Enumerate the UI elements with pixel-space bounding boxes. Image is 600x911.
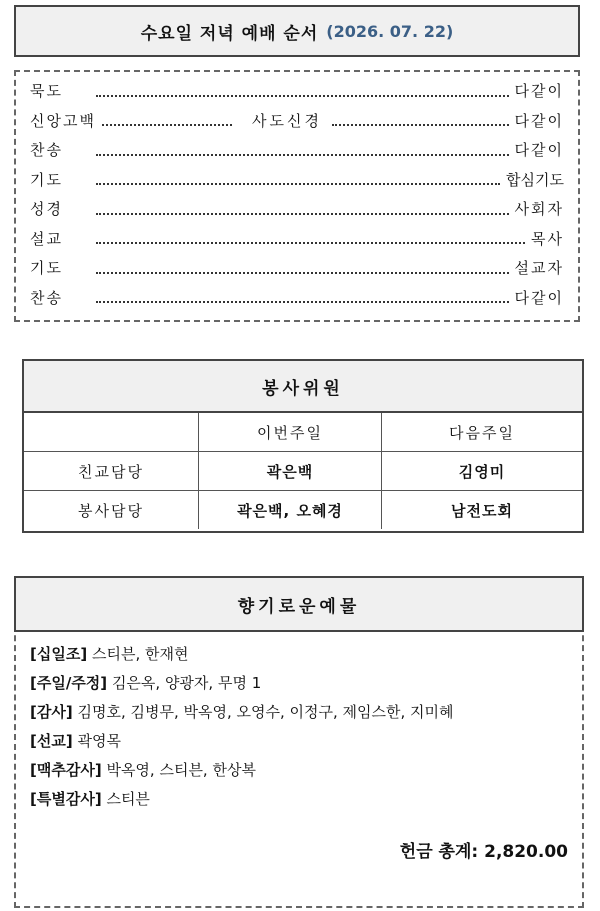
order-label: 기도 bbox=[30, 170, 63, 189]
table-row bbox=[24, 452, 582, 491]
order-value: 다같이 bbox=[514, 111, 564, 130]
order-label: 기도 bbox=[30, 259, 63, 278]
service-date: (2026. 07. 22) bbox=[326, 21, 454, 41]
order-label: 신앙고백 bbox=[30, 111, 96, 130]
table-header-row bbox=[24, 413, 582, 452]
order-label: 찬송 bbox=[30, 288, 63, 307]
next-week-cell: 김영미 bbox=[382, 452, 583, 491]
order-value: 목사 bbox=[531, 229, 564, 248]
leader-dots bbox=[96, 95, 509, 97]
offerings-list bbox=[16, 632, 582, 814]
order-value: 다같이 bbox=[514, 82, 564, 101]
offering-line bbox=[30, 785, 568, 814]
worship-order bbox=[14, 70, 580, 322]
leader-dots bbox=[96, 242, 525, 244]
column-header-blank bbox=[24, 413, 199, 452]
this-week-cell: 곽은백 bbox=[199, 452, 382, 491]
leader-dots bbox=[102, 124, 232, 126]
leader-dots bbox=[96, 213, 509, 215]
leader-dots bbox=[96, 183, 500, 185]
offering-category: [특별감사] bbox=[30, 790, 102, 808]
role-cell: 봉사담당 bbox=[24, 491, 199, 530]
order-label: 성경 bbox=[30, 200, 63, 219]
column-header-next-week: 다음주일 bbox=[382, 413, 583, 452]
table-row bbox=[24, 491, 582, 530]
page-title: 수요일 저녁 예배 순서 bbox=[140, 23, 319, 44]
leader-dots bbox=[332, 124, 509, 126]
offering-line bbox=[30, 640, 568, 669]
offering-names: 김명호, 김병무, 박옥영, 오영수, 이정구, 제임스한, 지미혜 bbox=[77, 703, 454, 721]
order-value: 다같이 bbox=[514, 288, 564, 307]
order-middle: 사도신경 bbox=[251, 111, 322, 130]
volunteers-table bbox=[24, 413, 582, 529]
offerings-title: 향기로운예물 bbox=[14, 576, 584, 632]
offering-line bbox=[30, 727, 568, 756]
order-row bbox=[30, 76, 564, 106]
offering-line bbox=[30, 669, 568, 698]
order-label: 설교 bbox=[30, 229, 63, 248]
order-row bbox=[30, 135, 564, 165]
offering-category: [십일조] bbox=[30, 645, 88, 663]
order-row bbox=[30, 165, 564, 195]
order-value: 사회자 bbox=[514, 200, 564, 219]
next-week-cell: 남전도회 bbox=[451, 501, 513, 520]
order-row bbox=[30, 253, 564, 283]
order-label: 찬송 bbox=[30, 141, 63, 160]
order-row bbox=[30, 106, 564, 136]
total-label: 헌금 총계: bbox=[399, 842, 479, 862]
column-header-this-week: 이번주일 bbox=[199, 413, 382, 452]
offering-category: [주일/주정] bbox=[30, 674, 108, 692]
order-value: 다같이 bbox=[514, 141, 564, 160]
order-row bbox=[30, 224, 564, 254]
this-week-cell: 곽은백, 오혜경 bbox=[199, 491, 382, 530]
order-row bbox=[30, 194, 564, 224]
leader-dots bbox=[96, 154, 509, 156]
offerings-section bbox=[14, 576, 584, 908]
total-value: 2,820.00 bbox=[484, 842, 568, 862]
offering-category: [선교] bbox=[30, 732, 73, 750]
order-value: 설교자 bbox=[514, 259, 564, 278]
offering-category: [맥추감사] bbox=[30, 761, 102, 779]
leader-dots bbox=[96, 301, 509, 303]
leader-dots bbox=[96, 272, 509, 274]
offering-names: 스티븐, 한재현 bbox=[91, 645, 189, 663]
title-box bbox=[14, 5, 580, 57]
volunteers-title: 봉사위원 bbox=[24, 361, 582, 413]
role-cell: 친교담당 bbox=[24, 452, 199, 491]
offering-line bbox=[30, 756, 568, 785]
offering-names: 박옥영, 스티븐, 한상복 bbox=[106, 761, 256, 779]
volunteers-section bbox=[22, 359, 584, 533]
offering-names: 곽영목 bbox=[77, 732, 121, 750]
offering-line bbox=[30, 698, 568, 727]
order-value: 합심기도 bbox=[506, 170, 564, 189]
offering-total bbox=[400, 837, 568, 862]
offering-names: 스티븐 bbox=[106, 790, 150, 808]
order-row bbox=[30, 283, 564, 313]
offering-category: [감사] bbox=[30, 703, 73, 721]
order-label: 묵도 bbox=[30, 82, 63, 101]
offering-names: 김은옥, 양광자, 무명 1 bbox=[111, 674, 262, 692]
